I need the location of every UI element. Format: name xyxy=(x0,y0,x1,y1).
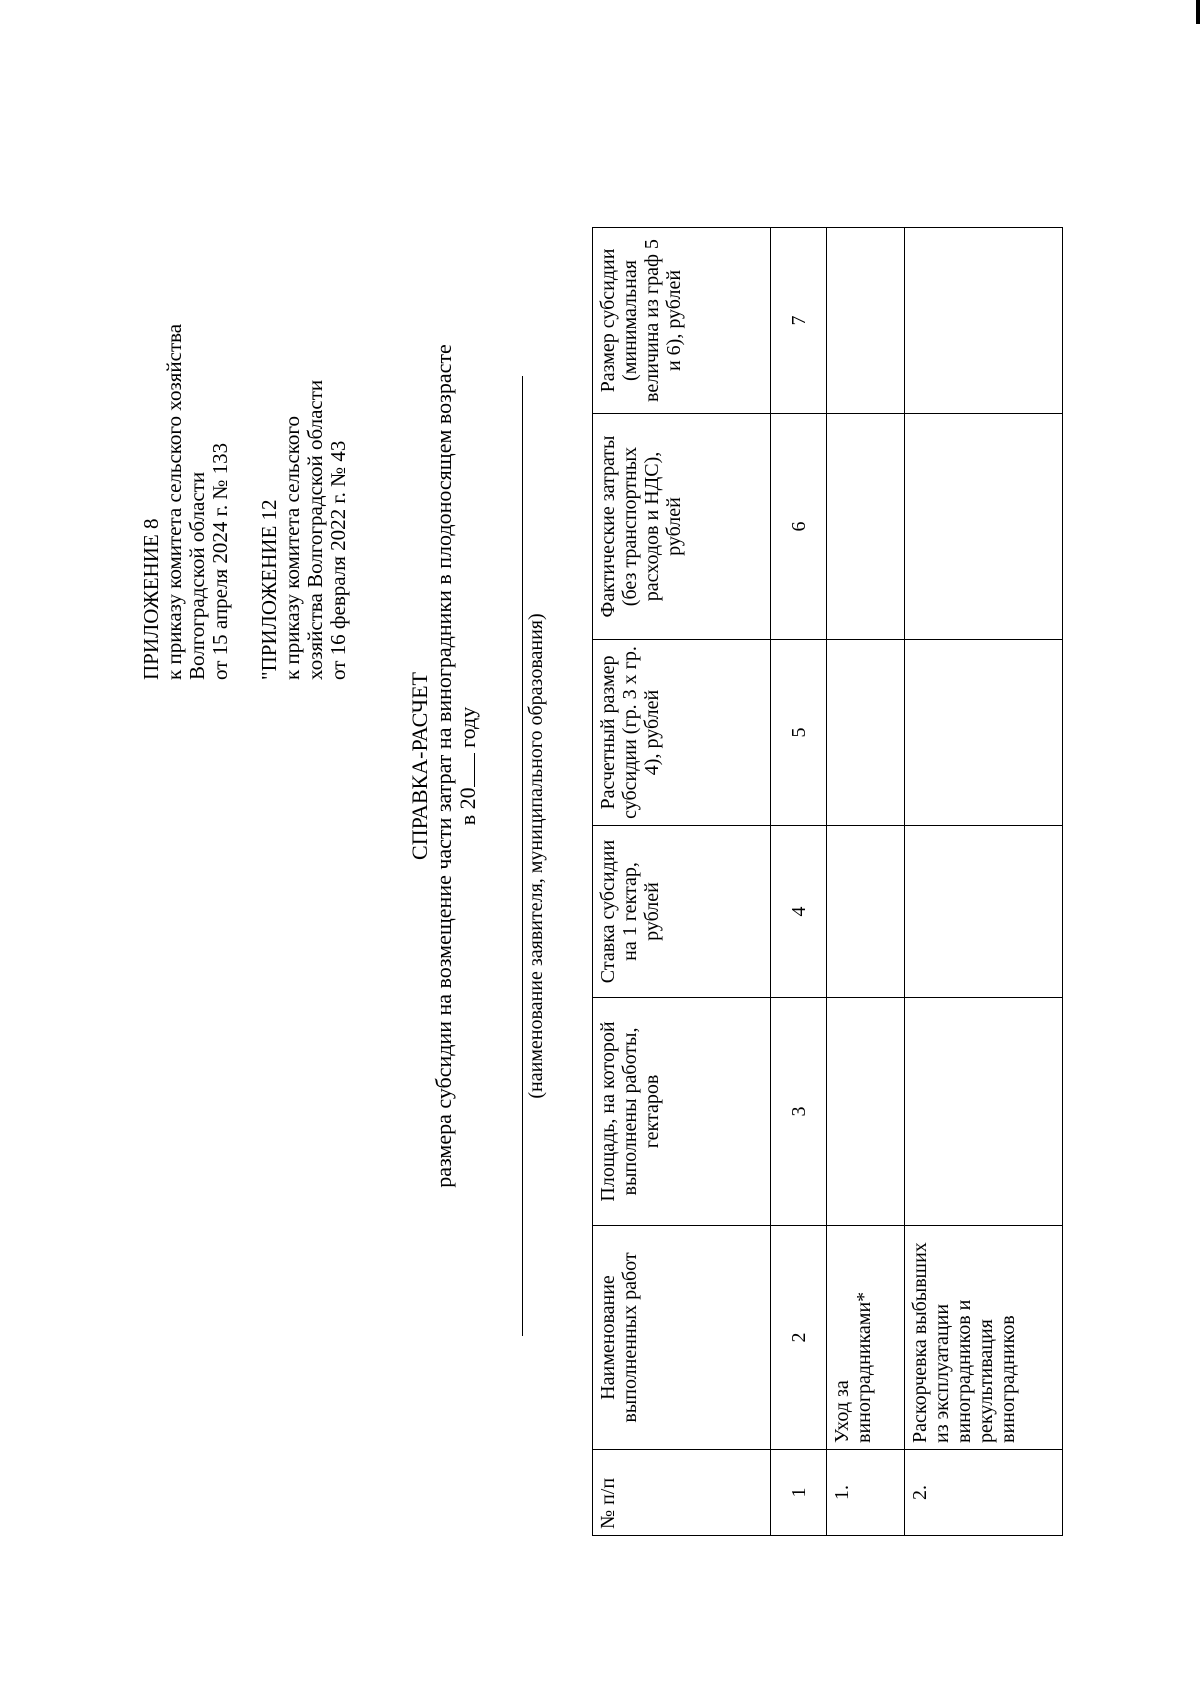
header-cell: Ставка субсидии на 1 гектар, рублей xyxy=(593,826,771,998)
work-name: Уход за виноградниками* xyxy=(827,1226,905,1450)
document-title xyxy=(408,116,480,1416)
row-number: 2. xyxy=(905,1450,1063,1536)
empty-cell xyxy=(905,998,1063,1226)
empty-cell xyxy=(905,826,1063,998)
appendix-line: ПРИЛОЖЕНИЕ 8 xyxy=(139,518,163,680)
appendix-stamp xyxy=(140,324,350,680)
header-cell: Размер субсидии (минимальная величина из граф 5 и 6), рублей xyxy=(593,228,771,414)
year-suffix: году xyxy=(455,706,480,748)
column-number: 7 xyxy=(771,228,827,414)
empty-cell xyxy=(905,228,1063,414)
title-year-line xyxy=(456,116,480,1416)
header-cell: Фактические затраты (без транспортных расходов и НДС), рублей xyxy=(593,414,771,640)
column-number: 2 xyxy=(771,1226,827,1450)
row-number: 1. xyxy=(827,1450,905,1536)
work-name: Раскорчевка выбывших из эксплуатации виноградников и рекультивация виноградников xyxy=(905,1226,1063,1450)
applicant-caption: (наименование заявителя, муниципального образования) xyxy=(522,376,548,1336)
header-cell: № п/п xyxy=(593,1450,771,1536)
header-cell: Площадь, на которой выполнены работы, гектаров xyxy=(593,998,771,1226)
header-cell: Расчетный размер субсидии (гр. 3 x гр. 4), рублей xyxy=(593,640,771,826)
column-number: 6 xyxy=(771,414,827,640)
column-number: 3 xyxy=(771,998,827,1226)
empty-cell xyxy=(827,826,905,998)
column-number: 1 xyxy=(771,1450,827,1536)
appendix-line: к приказу комитета сельского xyxy=(280,415,304,680)
appendix-line: от 16 февраля 2022 г. № 43 xyxy=(326,440,350,680)
column-number: 4 xyxy=(771,826,827,998)
appendix-line: от 15 апреля 2024 г. № 133 xyxy=(208,442,232,680)
year-prefix: в 20 xyxy=(455,787,480,826)
empty-cell xyxy=(905,640,1063,826)
table-row xyxy=(827,228,905,1536)
table-row xyxy=(905,228,1063,1536)
calculation-table xyxy=(592,227,1063,1536)
empty-cell xyxy=(827,640,905,826)
empty-cell xyxy=(827,414,905,640)
table-header-row xyxy=(593,228,771,1536)
appendix-line: хозяйства Волгоградской области xyxy=(303,379,327,680)
year-blank xyxy=(456,753,475,787)
appendix-line: "ПРИЛОЖЕНИЕ 12 xyxy=(257,499,281,680)
column-number-row xyxy=(771,228,827,1536)
empty-cell xyxy=(827,998,905,1226)
header-cell: Наименование выполненных работ xyxy=(593,1226,771,1450)
empty-cell xyxy=(827,228,905,414)
appendix-line: Волгоградской области xyxy=(185,471,209,680)
appendix-line: к приказу комитета сельского хозяйства xyxy=(162,323,186,680)
empty-cell xyxy=(905,414,1063,640)
title-subheading: размера субсидии на возмещение части затрат на виноградники в плодоносящем возрасте xyxy=(431,344,456,1188)
column-number: 5 xyxy=(771,640,827,826)
title-heading: СПРАВКА-РАСЧЕТ xyxy=(407,672,432,860)
